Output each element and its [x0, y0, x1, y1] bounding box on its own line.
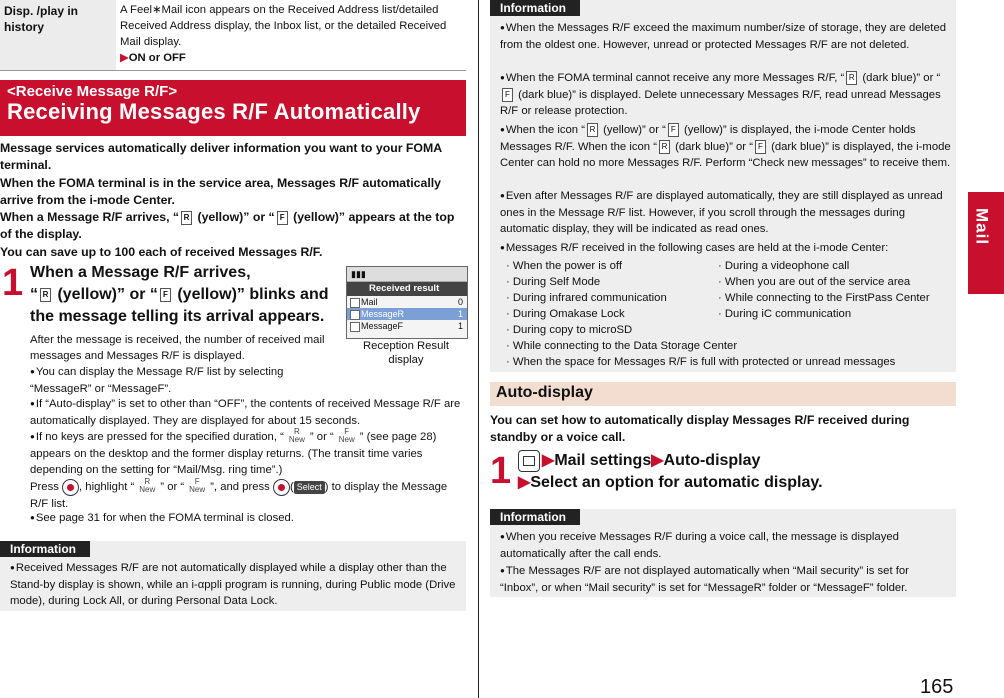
center-key-icon: [62, 479, 79, 496]
full-r-icon: R: [659, 140, 670, 154]
intro-line: When the FOMA terminal is in the service area, Messages R/F automatically arrive from the i-mode Center.: [0, 175, 442, 207]
step-bullet: ● You can display the Message R/F list by selecting “MessageR” or “MessageF”.: [30, 364, 320, 397]
section-banner: [0, 80, 466, 136]
step-title-text: Mail settings: [554, 452, 652, 470]
new-r-icon: [134, 478, 160, 496]
info-bullet-text: ● When the icon “: [500, 124, 585, 136]
bullet-text: ● If no keys are pressed for the specified duration, “: [30, 431, 284, 443]
list-item-count: 1: [457, 321, 463, 331]
case-item: · During a videophone call: [718, 260, 850, 272]
step-title-text: the message telling its arrival appears.: [30, 308, 325, 325]
message-r-icon: R: [181, 211, 192, 225]
step-number: 1: [2, 262, 24, 304]
message-f-icon: [350, 322, 360, 332]
arrow-icon: ▶: [542, 452, 555, 470]
section-subtitle: <Receive Message R/F>: [7, 83, 178, 100]
list-item-label: MessageR: [361, 309, 405, 319]
message-f-icon: F: [277, 211, 288, 225]
setting-description-text: A Feel∗Mail icon appears on the Received Address list/detailed Received Address display, the Inbox list, or the detailed Received Mail display.: [120, 4, 447, 48]
info-bullet: [500, 70, 952, 119]
new-f-icon: [184, 478, 210, 496]
step-title-text: When a Message R/F arrives,: [30, 264, 251, 281]
info-bullet-text: (yellow)” is displayed, the i-mode Center holds Messages R/F. When the icon “: [500, 124, 916, 153]
info-bullet: ● Even after Messages R/F are displayed automatically, they are still displayed as unread ones in the Message R/F list. However, if you scroll through the messages during automatic display, they will be indicated as read ones.: [500, 188, 952, 237]
section-title: Receiving Messages R/F Automatically: [7, 99, 421, 124]
chapter-tab: [968, 192, 1004, 294]
info-bullet: ● Messages R/F received in the following cases are held at the i-mode Center:: [500, 240, 952, 257]
new-r-icon: [284, 428, 310, 446]
held-f-icon: F: [668, 123, 679, 137]
mail-key-icon: [518, 450, 540, 472]
case-item: · During Self Mode: [506, 276, 601, 288]
message-r-icon: R: [846, 71, 857, 85]
case-item: · While connecting to the FirstPass Center: [718, 292, 930, 304]
list-item: [347, 308, 467, 320]
new-label: New: [139, 485, 156, 494]
intro-line: (yellow)” or “: [194, 210, 275, 225]
bullet-text: ) to display the Message R/F list.: [30, 480, 448, 510]
info-box-left: [0, 541, 466, 611]
list-item: [347, 296, 467, 308]
case-item: · When the power is off: [506, 260, 622, 272]
intro-line: You can save up to 100 each of received Messages R/F.: [0, 244, 323, 259]
case-item: · During Omakase Lock: [506, 308, 625, 320]
bullet-text: ” or “: [160, 480, 185, 493]
step-bullet-press: ● If no keys are pressed for the specified duration, “ R New ” or “ F New ” (see page 28) appears on the desktop and the former display returns. (The transit time varies depending on the setting for “Mail/Msg. ring time”.) Press , highlight “ R New ” or “ F New ”, and press ( Select ) to display the Message R/F list.: [30, 428, 466, 512]
intro-line: Message services automatically deliver information you want to your FOMA terminal.: [0, 141, 442, 173]
status-bar: ▮▮▮: [347, 267, 467, 282]
new-label: New: [189, 485, 206, 494]
case-item: · When the space for Messages R/F is full with protected or unread messages: [506, 356, 896, 368]
center-key-icon: [273, 479, 290, 496]
info-bullet: [500, 122, 952, 171]
step-title: [30, 262, 340, 328]
info-tab: Information: [0, 541, 90, 557]
info-bullet-text: (dark blue)” is displayed, the i-mode Center can hold no more Messages R/F. Perform “Check new messages” to receive them.: [500, 141, 951, 169]
info-bullet-text: (yellow)” or “: [599, 124, 666, 136]
screen-title: Received result: [347, 282, 467, 296]
held-r-icon: R: [587, 123, 598, 137]
message-f-icon: F: [160, 288, 171, 302]
new-r-glyph: R: [294, 427, 300, 436]
new-r-glyph: R: [144, 477, 151, 486]
setting-label: Disp. /play in history: [0, 0, 116, 70]
column-divider: [478, 0, 479, 698]
step-bullet: ● If “Auto-display” is set to other than “OFF”, the contents of received Message R/F are automatically displayed. They are displayed for about 15 seconds.: [30, 396, 466, 429]
new-f-glyph: F: [194, 477, 200, 486]
new-f-icon: [334, 428, 360, 446]
list-item-count: 1: [457, 309, 463, 319]
info-text: ● Received Messages R/F are not automatically displayed while a display other than the Stand-by display is shown, while an i-αppli program is running, during Public mode (Drive mode), during Lock All, or during Personal Data Lock.: [10, 560, 458, 609]
list-item-label: MessageF: [361, 321, 404, 331]
section-intro: [0, 140, 466, 261]
bullet-text: ”, and press: [210, 480, 270, 493]
info-bullet: ● The Messages R/F are not displayed automatically when “Mail security” is set for “Inbox”, or when “Mail security” is set for “MessageR” folder or “MessageF” folder.: [500, 563, 950, 596]
step-bullet: ● See page 31 for when the FOMA terminal is closed.: [30, 510, 466, 527]
setting-description: [120, 2, 466, 66]
bullet-text: Press: [30, 480, 59, 493]
case-list-right: [718, 258, 948, 322]
chapter-tab-label: Mail: [972, 208, 992, 246]
arrow-icon: ▶: [651, 452, 664, 470]
bullet-text: ” (see page 28) appears on the desktop and the former display returns. (The transit time varies depending on the setting for “Mail/Msg. ring time”.): [30, 430, 437, 476]
message-r-icon: [350, 310, 360, 320]
screen-caption: Reception Result display: [362, 340, 450, 366]
mail-icon: [350, 298, 360, 308]
info-box-bottom: [490, 509, 956, 597]
step-title-text: Auto-display: [663, 452, 761, 470]
arrow-icon: ▶: [518, 474, 531, 492]
info-bullet-text: ● When the FOMA terminal cannot receive any more Messages R/F, “: [500, 72, 844, 84]
step-title-text: (yellow)” or “: [53, 286, 158, 303]
step-title: [518, 450, 958, 494]
case-item: · During iC communication: [718, 308, 852, 320]
arrow-icon: ▶: [120, 52, 129, 64]
subsection-banner: [490, 382, 956, 406]
select-softkey-icon: Select: [294, 481, 325, 494]
info-bullet-text: (dark blue)” is displayed. Delete unnecessary Messages R/F, read unread Messages R/F or release protection.: [500, 89, 941, 117]
intro-line: (yellow)” appears at the top of the display.: [0, 210, 455, 242]
subsection-intro: You can set how to automatically display Messages R/F received during standby or a voice call.: [490, 413, 910, 444]
new-label: New: [288, 435, 305, 444]
subsection-title: Auto-display: [496, 384, 593, 401]
bullet-text: ” or “: [309, 430, 334, 443]
step-paragraph: After the message is received, the number of received mail messages and Messages R/F is displayed.: [30, 334, 325, 362]
step-title-text: Select an option for automatic display.: [530, 474, 823, 492]
info-bullet-text: (dark blue)” or “: [671, 141, 753, 153]
info-bullet: ● When the Messages R/F exceed the maximum number/size of storage, they are deleted from the oldest one. However, unread or protected Messages R/F are not deleted.: [500, 20, 950, 53]
phone-screen: [346, 266, 468, 339]
case-item: · While connecting to the Data Storage Center: [506, 340, 738, 352]
step-number: 1: [490, 450, 512, 492]
list-item-label: Mail: [361, 297, 378, 307]
case-item: · During infrared communication: [506, 292, 667, 304]
settings-table-row: [0, 0, 466, 71]
step-title-text: “: [30, 286, 38, 303]
info-tab: Information: [490, 0, 580, 16]
bullet-text: , highlight “: [79, 480, 135, 493]
info-bullet: ● When you receive Messages R/F during a voice call, the message is displayed automatically after the call ends.: [500, 529, 950, 562]
full-f-icon: F: [755, 140, 766, 154]
message-f-icon: F: [502, 88, 513, 102]
step-title-text: (yellow)” blinks and: [172, 286, 329, 303]
message-r-icon: R: [40, 288, 51, 302]
setting-options: ON or OFF: [128, 52, 186, 64]
case-item: · During copy to microSD: [506, 324, 633, 336]
list-item: [347, 320, 467, 332]
new-f-glyph: F: [344, 427, 350, 436]
new-label: New: [338, 435, 355, 444]
list-item-count: 0: [457, 297, 463, 307]
info-box-right: [490, 0, 956, 372]
page-number: 165: [920, 676, 954, 698]
info-tab: Information: [490, 509, 580, 525]
case-item: · When you are out of the service area: [718, 276, 911, 288]
intro-line: When a Message R/F arrives, “: [0, 210, 180, 225]
info-bullet-text: (dark blue)” or “: [859, 72, 941, 84]
